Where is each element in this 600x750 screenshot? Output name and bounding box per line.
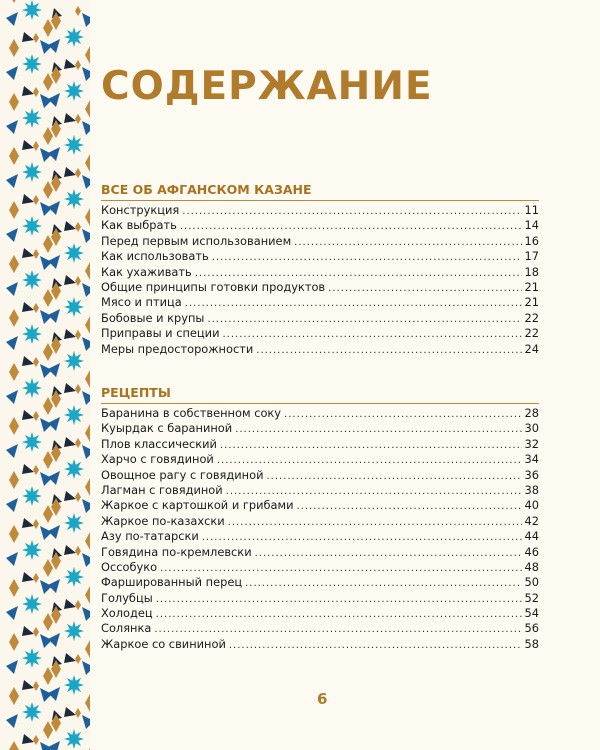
dot-leader: [202, 530, 522, 545]
ornament-shard-icon: [40, 40, 52, 54]
ornament-shard-icon: [82, 67, 90, 81]
dot-leader: [296, 499, 521, 514]
ornament-star-icon: [22, 162, 42, 182]
toc-entry-page: 24: [524, 341, 539, 356]
ornament-shard-icon: [64, 167, 76, 177]
ornament-shard-icon: [22, 140, 34, 150]
ornament-star-icon: [64, 405, 84, 425]
ornament-star-icon: [22, 702, 42, 722]
toc-entry-label: Жаркое по-казахски: [101, 513, 225, 528]
ornament-diamond-icon: [9, 147, 19, 165]
ornament-diamond-icon: [33, 465, 39, 475]
ornament-shard-icon: [6, 12, 18, 26]
toc-entry[interactable]: [101, 483, 539, 498]
ornament-shard-icon: [6, 228, 18, 242]
ornament-star-icon: [64, 135, 84, 155]
ornament-shard-icon: [22, 32, 34, 42]
toc-entry-label: Овощное рагу с говядиной: [101, 467, 264, 482]
ornament-shard-icon: [40, 256, 52, 270]
page-number: 6: [317, 690, 328, 708]
section-heading: РЕЦЕПТЫ: [101, 385, 171, 400]
toc-entry-page: 54: [524, 606, 539, 621]
ornament-shard-icon: [40, 364, 52, 378]
toc-entry-page: 22: [524, 326, 539, 341]
ornament-diamond-icon: [9, 579, 19, 597]
toc-entry[interactable]: [101, 218, 539, 233]
ornament-diamond-icon: [33, 195, 39, 205]
dot-leader: [235, 422, 521, 437]
toc-entry-label: Голубцы: [101, 590, 153, 605]
ornament-star-icon: [64, 459, 84, 479]
ornament-shard-icon: [64, 221, 76, 231]
ornament-star-icon: [22, 648, 42, 668]
ornament-shard-icon: [40, 418, 52, 432]
dot-leader: [328, 281, 521, 296]
ornament-diamond-icon: [9, 417, 19, 435]
ornament-diamond-icon: [33, 87, 39, 97]
toc-entry-label: Оссобуко: [101, 559, 158, 574]
toc-entry-page: 17: [524, 249, 539, 264]
dot-leader: [222, 327, 521, 342]
toc-entry-page: 11: [524, 203, 539, 217]
ornament-shard-icon: [6, 66, 18, 80]
ornament-star-icon: [22, 594, 42, 614]
ornament-shard-icon: [22, 248, 34, 258]
ornament-shard-icon: [22, 194, 34, 204]
ornament-star-icon: [64, 81, 84, 101]
ornament-diamond-icon: [33, 627, 39, 637]
ornament-star-icon: [64, 27, 84, 47]
toc-entry[interactable]: [101, 452, 539, 467]
toc-entry-label: Жаркое с картошкой и грибами: [101, 498, 294, 513]
ornament-diamond-icon: [9, 741, 19, 750]
toc-entry-page: 58: [524, 636, 539, 651]
ornament-star-icon: [22, 108, 42, 128]
toc-entry-page: 42: [524, 513, 539, 528]
ornament-diamond-icon: [33, 141, 39, 151]
ornament-star-icon: [64, 351, 84, 371]
ornament-shard-icon: [82, 13, 90, 27]
toc-entry[interactable]: [101, 591, 539, 606]
ornament-diamond-icon: [75, 276, 81, 286]
ornament-shard-icon: [40, 148, 52, 162]
ornament-shard-icon: [6, 444, 18, 458]
dot-leader: [212, 250, 522, 265]
toc-entry[interactable]: [101, 280, 539, 295]
ornament-shard-icon: [64, 275, 76, 285]
toc-entry[interactable]: [101, 203, 539, 218]
dot-leader: [220, 438, 522, 453]
ornament-diamond-icon: [33, 249, 39, 259]
ornament-shard-icon: [40, 580, 52, 594]
ornament-diamond-icon: [75, 654, 81, 664]
dot-leader: [284, 407, 521, 422]
dot-leader: [255, 546, 522, 561]
ornament-star-icon: [64, 513, 84, 533]
toc-page: [101, 0, 539, 750]
toc-entry-label: Как ухаживать: [101, 264, 192, 279]
ornament-diamond-icon: [75, 438, 81, 448]
toc-entry-label: Лагман с говядиной: [101, 482, 223, 497]
ornament-diamond-icon: [75, 114, 81, 124]
ornament-shard-icon: [22, 302, 34, 312]
ornament-shard-icon: [64, 59, 76, 69]
toc-entry-label: Как выбрать: [101, 218, 177, 233]
ornament-diamond-icon: [75, 708, 81, 718]
ornament-shard-icon: [22, 572, 34, 582]
toc-entry-page: 22: [524, 310, 539, 325]
dot-leader: [207, 312, 521, 327]
toc-entry[interactable]: [101, 621, 539, 636]
dot-leader: [160, 561, 521, 576]
ornament-diamond-icon: [85, 154, 90, 172]
ornament-diamond-icon: [9, 93, 19, 111]
toc-entry-page: 48: [524, 559, 539, 574]
ornament-star-icon: [64, 567, 84, 587]
toc-entry-page: 38: [524, 482, 539, 497]
ornament-diamond-icon: [85, 532, 90, 550]
ornament-star-icon: [64, 243, 84, 263]
toc-entry-page: 28: [524, 406, 539, 420]
ornament-shard-icon: [40, 94, 52, 108]
ornament-diamond-icon: [75, 222, 81, 232]
toc-entry-page: 40: [524, 498, 539, 513]
ornament-diamond-icon: [75, 546, 81, 556]
ornament-diamond-icon: [9, 687, 19, 705]
ornament-diamond-icon: [9, 633, 19, 651]
toc-entry-label: Харчо с говядиной: [101, 452, 214, 467]
ornament-star-icon: [64, 621, 84, 641]
ornament-shard-icon: [40, 688, 52, 702]
toc-section-recipes: [101, 383, 539, 652]
ornament-shard-icon: [82, 283, 90, 297]
toc-entry-page: 46: [524, 544, 539, 559]
ornament-diamond-icon: [75, 168, 81, 178]
ornament-diamond-icon: [9, 471, 19, 489]
ornament-shard-icon: [22, 626, 34, 636]
ornament-shard-icon: [40, 202, 52, 216]
ornament-diamond-icon: [33, 681, 39, 691]
ornament-shard-icon: [82, 391, 90, 405]
ornament-shard-icon: [22, 464, 34, 474]
ornament-shard-icon: [40, 526, 52, 540]
section-heading: ВСЕ ОБ АФГАНСКОМ КАЗАНЕ: [101, 182, 312, 197]
ornament-diamond-icon: [75, 60, 81, 70]
ornament-shard-icon: [82, 337, 90, 351]
toc-entry[interactable]: [101, 311, 539, 326]
dot-leader: [256, 343, 521, 358]
toc-entry-label: Как использовать: [101, 249, 209, 264]
ornament-shard-icon: [64, 383, 76, 393]
dot-leader: [180, 219, 522, 234]
ornament-shard-icon: [6, 336, 18, 350]
ornament-shard-icon: [64, 653, 76, 663]
toc-entry-page: 14: [524, 218, 539, 233]
ornament-diamond-icon: [9, 363, 19, 381]
toc-entry-label: Фаршированный перец: [101, 575, 243, 590]
ornament-diamond-icon: [33, 735, 39, 745]
toc-entry-page: 16: [524, 233, 539, 248]
dot-leader: [226, 484, 522, 499]
ornament-diamond-icon: [9, 255, 19, 273]
ornament-shard-icon: [22, 86, 34, 96]
ornament-shard-icon: [82, 661, 90, 675]
toc-entry-label: Жаркое со свининой: [101, 636, 226, 651]
ornament-shard-icon: [64, 113, 76, 123]
ornament-shard-icon: [40, 634, 52, 648]
ornament-shard-icon: [64, 437, 76, 447]
ornament-star-icon: [22, 0, 42, 20]
ornament-shard-icon: [6, 390, 18, 404]
ornament-shard-icon: [22, 410, 34, 420]
toc-entry-page: 21: [524, 295, 539, 310]
dot-leader: [228, 515, 522, 530]
ornament-shard-icon: [82, 715, 90, 729]
toc-entry-label: Общие принципы готовки продуктов: [101, 279, 326, 294]
toc-entry-page: 36: [524, 467, 539, 482]
ornament-star-icon: [64, 675, 84, 695]
dot-leader: [245, 576, 521, 591]
ornament-shard-icon: [82, 553, 90, 567]
ornament-star-icon: [64, 297, 84, 317]
ornament-shard-icon: [22, 356, 34, 366]
toc-entry-page: 21: [524, 279, 539, 294]
toc-entry-label: Меры предосторожности: [101, 341, 254, 356]
toc-entry-label: Солянка: [101, 621, 152, 636]
toc-entry[interactable]: [101, 342, 539, 357]
ornament-diamond-icon: [9, 309, 19, 327]
section-rule: [101, 200, 539, 201]
ornament-shard-icon: [82, 445, 90, 459]
ornament-diamond-icon: [9, 201, 19, 219]
ornament-diamond-icon: [75, 492, 81, 502]
ornament-diamond-icon: [9, 525, 19, 543]
toc-entry-label: Бобовые и крупы: [101, 310, 205, 325]
decorative-ornament-border: [0, 0, 90, 750]
ornament-diamond-icon: [85, 586, 90, 604]
ornament-shard-icon: [22, 680, 34, 690]
ornament-shard-icon: [6, 174, 18, 188]
ornament-diamond-icon: [9, 0, 19, 3]
ornament-shard-icon: [6, 282, 18, 296]
toc-entry-label: Куырдак с бараниной: [101, 421, 233, 436]
toc-entry[interactable]: [101, 498, 539, 513]
ornament-diamond-icon: [33, 519, 39, 529]
toc-entry-page: 32: [524, 436, 539, 451]
ornament-diamond-icon: [33, 303, 39, 313]
section-rule: [101, 403, 539, 404]
toc-entry-label: Говядина по-кремлевски: [101, 544, 252, 559]
toc-entry-page: 50: [524, 575, 539, 590]
toc-entry-label: Конструкция: [101, 203, 180, 217]
ornament-shard-icon: [82, 499, 90, 513]
ornament-star-icon: [22, 540, 42, 560]
toc-entry[interactable]: [101, 265, 539, 280]
ornament-star-icon: [22, 270, 42, 290]
ornament-shard-icon: [82, 175, 90, 189]
ornament-star-icon: [64, 189, 84, 209]
dot-leader: [266, 469, 521, 484]
dot-leader: [154, 622, 521, 637]
ornament-diamond-icon: [85, 208, 90, 226]
toc-entry-label: Приправы и специи: [101, 326, 220, 341]
ornament-shard-icon: [22, 518, 34, 528]
ornament-diamond-icon: [85, 316, 90, 334]
ornament-shard-icon: [6, 120, 18, 134]
ornament-shard-icon: [82, 607, 90, 621]
toc-entry-label: Мясо и птица: [101, 295, 182, 310]
ornament-shard-icon: [40, 310, 52, 324]
dot-leader: [229, 638, 522, 653]
dot-leader: [182, 204, 521, 219]
ornament-shard-icon: [64, 491, 76, 501]
toc-entry-page: 34: [524, 452, 539, 467]
dot-leader: [156, 607, 522, 622]
ornament-star-icon: [22, 54, 42, 74]
toc-entry[interactable]: [101, 421, 539, 436]
ornament-diamond-icon: [75, 330, 81, 340]
toc-entry[interactable]: [101, 545, 539, 560]
toc-entry[interactable]: [101, 326, 539, 341]
ornament-star-icon: [22, 378, 42, 398]
toc-entry[interactable]: [101, 606, 539, 621]
toc-entry-label: Плов классический: [101, 436, 217, 451]
ornament-diamond-icon: [85, 262, 90, 280]
ornament-diamond-icon: [33, 357, 39, 367]
ornament-diamond-icon: [85, 424, 90, 442]
ornament-diamond-icon: [75, 600, 81, 610]
ornament-diamond-icon: [33, 33, 39, 43]
toc-entry-page: 52: [524, 590, 539, 605]
ornament-shard-icon: [64, 707, 76, 717]
toc-entry[interactable]: [101, 468, 539, 483]
toc-entry-page: 18: [524, 264, 539, 279]
toc-entry[interactable]: [101, 637, 539, 652]
ornament-diamond-icon: [85, 46, 90, 64]
ornament-shard-icon: [82, 229, 90, 243]
toc-entry-page: 30: [524, 421, 539, 436]
ornament-star-icon: [22, 324, 42, 344]
ornament-star-icon: [22, 216, 42, 236]
ornament-diamond-icon: [75, 6, 81, 16]
toc-entry-label: Азу по-татарски: [101, 529, 199, 544]
ornament-star-icon: [22, 486, 42, 506]
toc-entry-label: Баранина в собственном соку: [101, 406, 282, 420]
ornament-shard-icon: [40, 472, 52, 486]
ornament-shard-icon: [6, 714, 18, 728]
ornament-shard-icon: [6, 498, 18, 512]
dot-leader: [156, 592, 522, 607]
toc-entry[interactable]: [101, 514, 539, 529]
dot-leader: [195, 266, 522, 281]
toc-entry[interactable]: [101, 295, 539, 310]
toc-entry-label: Перед первым использованием: [101, 233, 292, 248]
ornament-diamond-icon: [85, 640, 90, 658]
page-title: СОДЕРЖАНИЕ: [101, 64, 433, 109]
toc-entry-page: 44: [524, 529, 539, 544]
toc-entry[interactable]: [101, 249, 539, 264]
dot-leader: [217, 453, 522, 468]
toc-entry-page: 56: [524, 621, 539, 636]
ornament-diamond-icon: [85, 100, 90, 118]
dot-leader: [185, 296, 522, 311]
toc-entry[interactable]: [101, 575, 539, 590]
toc-section-kazan: [101, 180, 539, 357]
ornament-diamond-icon: [33, 411, 39, 421]
dot-leader: [294, 235, 521, 250]
ornament-shard-icon: [6, 606, 18, 620]
ornament-shard-icon: [6, 552, 18, 566]
ornament-shard-icon: [64, 599, 76, 609]
ornament-diamond-icon: [9, 39, 19, 57]
ornament-shard-icon: [82, 121, 90, 135]
toc-entry[interactable]: [101, 234, 539, 249]
ornament-shard-icon: [64, 329, 76, 339]
toc-entry[interactable]: [101, 529, 539, 544]
ornament-shard-icon: [6, 660, 18, 674]
ornament-shard-icon: [22, 734, 34, 744]
toc-entry-label: Холодец: [101, 606, 153, 621]
ornament-star-icon: [64, 729, 84, 749]
ornament-diamond-icon: [33, 573, 39, 583]
ornament-shard-icon: [64, 545, 76, 555]
ornament-diamond-icon: [75, 384, 81, 394]
toc-entry[interactable]: [101, 406, 539, 421]
ornament-diamond-icon: [85, 694, 90, 712]
toc-entry[interactable]: [101, 560, 539, 575]
toc-entry[interactable]: [101, 437, 539, 452]
ornament-star-icon: [22, 432, 42, 452]
ornament-diamond-icon: [85, 370, 90, 388]
ornament-diamond-icon: [85, 478, 90, 496]
